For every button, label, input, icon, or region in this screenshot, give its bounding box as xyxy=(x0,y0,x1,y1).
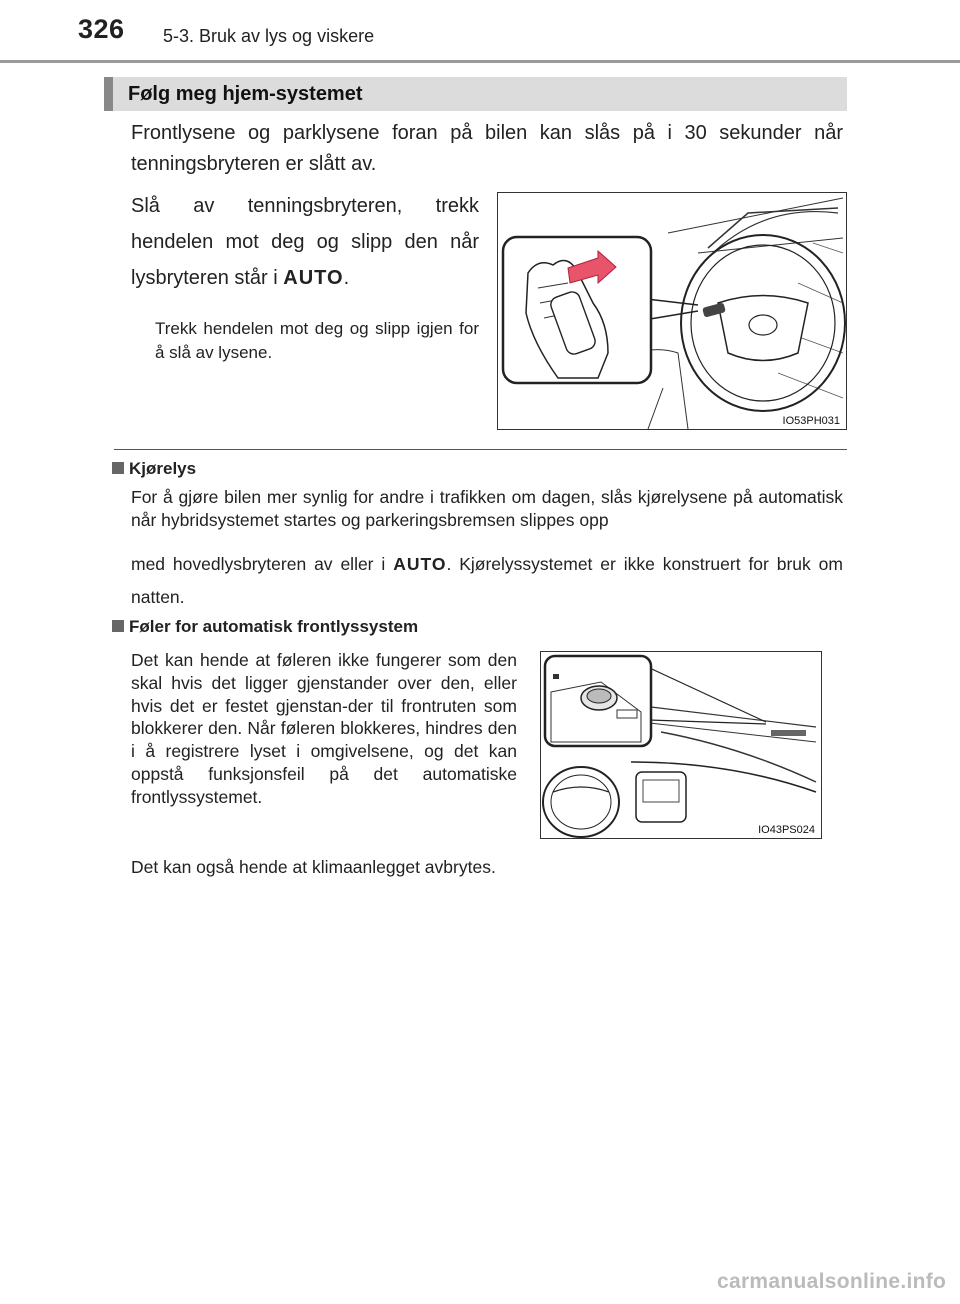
step-text: Slå av tenningsbryteren, trekk hendelen mot deg og slipp den når lysbryteren står i xyxy=(131,195,479,289)
subheading-kjorelys xyxy=(112,459,196,479)
page-number: 326 xyxy=(78,14,125,44)
step-note: Trekk hendelen mot deg og slipp igjen for å slå av lysene. xyxy=(155,319,479,362)
kjorelys-text-before: med hovedlysbryteren av eller i xyxy=(131,554,386,574)
section-heading-bar xyxy=(104,77,847,111)
header-rule xyxy=(0,60,960,63)
figure-code: IO43PS024 xyxy=(758,824,815,836)
chapter-title: 5-3. Bruk av lys og viskere xyxy=(163,26,375,46)
foler-text: Det kan hende at føleren ikke fungerer som den skal hvis det ligger gjenstander over den, eller hvis det er festet gjenstan-der til frontruten som blokkerer den. Når føleren blokkeres, hindres den i å registrere lyset i omgivelsene, og det kan oppstå funksjonsfeil på det automatiske frontlyssystemet. xyxy=(131,650,517,807)
square-bullet-icon xyxy=(112,620,124,632)
section-title: Følg meg hjem-systemet xyxy=(128,83,363,105)
intro-paragraph: Frontlysene og parklysene foran på bilen kan slås på i 30 sekunder når tenningsbryteren er slått av. xyxy=(131,122,843,175)
sensor-figure xyxy=(540,651,822,839)
kjorelys-text-continued xyxy=(131,548,843,614)
lever-figure xyxy=(497,192,847,430)
separator-rule xyxy=(114,449,847,450)
sensor-illustration xyxy=(541,652,821,838)
kjorelys-text: For å gjøre bilen mer synlig for andre i trafikken om dagen, slås kjørelysene på automatisk når hybridsystemet startes og parkeringsbremsen slippes opp xyxy=(131,487,843,530)
step-paragraph xyxy=(131,188,479,296)
auto-symbol: AUTO xyxy=(393,554,447,574)
subheading-text: Føler for automatisk frontlyssystem xyxy=(129,617,419,636)
auto-symbol: AUTO xyxy=(283,267,344,289)
subheading-foler xyxy=(112,617,418,637)
figure-code: IO53PH031 xyxy=(782,415,840,427)
lever-illustration xyxy=(498,193,846,429)
step-end: . xyxy=(343,267,350,289)
square-bullet-icon xyxy=(112,462,124,474)
section-bar-accent xyxy=(104,77,113,111)
kjorelys-text-after: . Kjørelyssystemet er ikke konstruert for bruk om natten. xyxy=(131,554,843,607)
foler-extra-text: Det kan også hende at klimaanlegget avbrytes. xyxy=(131,857,496,877)
watermark: carmanualsonline.info xyxy=(717,1270,947,1293)
subheading-text: Kjørelys xyxy=(129,459,197,478)
